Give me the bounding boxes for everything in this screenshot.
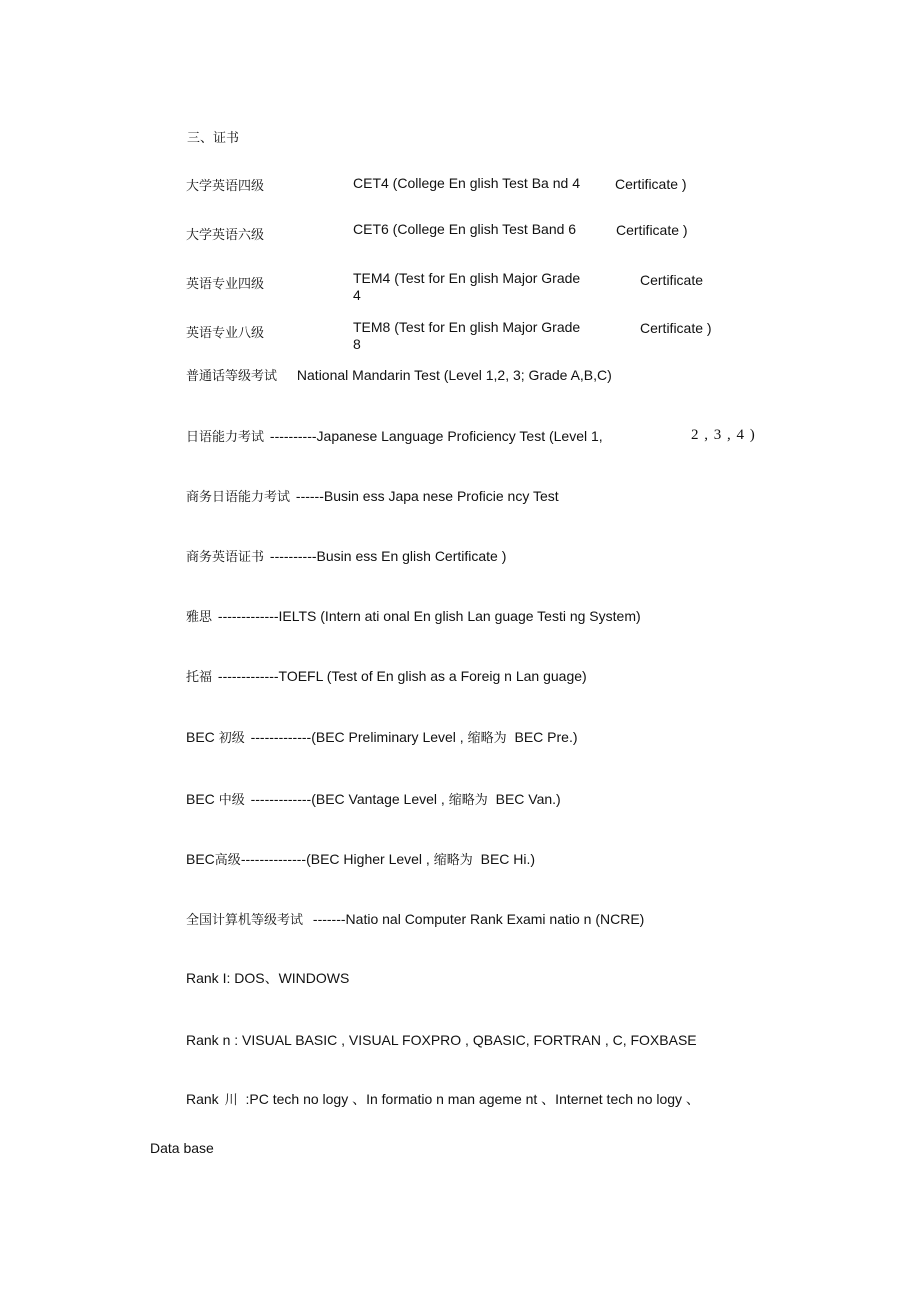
bec-cert-en: Busin ess En glish Certificate ): [316, 548, 507, 564]
mandarin-en: National Mandarin Test (Level 1,2, 3; Grade A,B,C): [296, 367, 612, 383]
row-3-cert: Certificate: [640, 272, 704, 288]
bec-hi-en-a: (BEC Higher Level ,: [306, 851, 430, 867]
row-4-en: TEM8 (Test for En glish Major Grade: [353, 319, 581, 335]
ielts-dashes: -------------: [217, 608, 279, 624]
bec-pre-cn: 初级: [218, 730, 245, 745]
bec-pre-line: [186, 729, 578, 746]
rank-1: Rank I: DOS、WINDOWS: [186, 970, 350, 986]
row-1-cert: Certificate ): [615, 176, 687, 192]
row-4-en-cont: 8: [353, 336, 361, 352]
bec-van-prefix: BEC: [186, 791, 215, 807]
jlpt-line: [186, 428, 603, 445]
ncre-cn: 全国计算机等级考试: [186, 912, 304, 927]
bec-cert-cn: 商务英语证书: [186, 549, 265, 564]
jlpt-cn: 日语能力考试: [186, 429, 265, 444]
rank-3-prefix: Rank: [186, 1091, 219, 1107]
row-3-en: TEM4 (Test for En glish Major Grade: [353, 270, 581, 286]
toefl-dashes: -------------: [217, 668, 279, 684]
ncre-en: Natio nal Computer Rank Exami natio n (NCRE): [345, 911, 645, 927]
bec-hi-en-b: BEC Hi.): [480, 851, 536, 867]
row-2-en: CET6 (College En glish Test Band 6: [353, 221, 577, 237]
toefl-line: [186, 668, 587, 685]
ielts-line: [186, 608, 641, 625]
jlpt-levels: 2 , 3 , 4 ): [691, 427, 756, 443]
rank-2: Rank n : VISUAL BASIC , VISUAL FOXPRO , QBASIC, FORTRAN , C, FOXBASE: [186, 1032, 697, 1048]
bec-cert-dashes: ----------: [269, 548, 317, 564]
jlpt-en: Japanese Language Proficiency Test (Level 1,: [316, 428, 603, 444]
bec-hi-prefix: BEC: [186, 851, 215, 867]
bec-hi-line: [186, 851, 535, 868]
bec-hi-cn: 高级: [214, 852, 241, 867]
row-2-cn: 大学英语六级: [186, 227, 265, 242]
row-3-en-cont: 4: [353, 287, 361, 303]
ncre-line: [186, 911, 644, 928]
bec-van-abbr: 缩略为: [448, 792, 488, 807]
bjt-cn: 商务日语能力考试: [186, 489, 291, 504]
row-1-cn: 大学英语四级: [186, 178, 265, 193]
toefl-cn: 托福: [186, 669, 213, 684]
rank-3-text: :PC tech no logy 、In formatio n man ageme nt 、Internet tech no logy 、: [245, 1091, 700, 1107]
rank-3: [186, 1091, 700, 1108]
bec-van-en-b: BEC Van.): [495, 791, 561, 807]
bjt-en: Busin ess Japa nese Proficie ncy Test: [323, 488, 559, 504]
bec-pre-prefix: BEC: [186, 729, 215, 745]
rank-3-continued: Data base: [150, 1140, 214, 1156]
bec-pre-en-a: (BEC Preliminary Level ,: [311, 729, 464, 745]
bec-van-cn: 中级: [218, 792, 245, 807]
toefl-en: TOEFL (Test of En glish as a Foreig n Lan guage): [278, 668, 587, 684]
mandarin-line: [186, 367, 612, 384]
row-1-en: CET4 (College En glish Test Ba nd 4: [353, 175, 580, 191]
bec-cert-line: [186, 548, 506, 565]
bec-pre-abbr: 缩略为: [467, 730, 507, 745]
bec-hi-abbr: 缩略为: [433, 852, 473, 867]
bec-pre-en-b: BEC Pre.): [514, 729, 578, 745]
section-title: 三、证书: [187, 130, 240, 145]
ielts-cn: 雅思: [186, 609, 213, 624]
bjt-line: [186, 488, 559, 505]
jlpt-dashes: ----------: [269, 428, 317, 444]
rank-3-numeral: 川: [224, 1092, 238, 1107]
bec-van-en-a: (BEC Vantage Level ,: [311, 791, 445, 807]
bjt-dashes: ------: [295, 488, 324, 504]
ncre-dashes: -------: [312, 911, 346, 927]
bec-pre-dashes: -------------: [250, 729, 312, 745]
row-4-cn: 英语专业八级: [186, 325, 265, 340]
ielts-en: IELTS (Intern ati onal En glish Lan guage Testi ng System): [278, 608, 641, 624]
mandarin-cn: 普通话等级考试: [186, 368, 278, 383]
row-3-cn: 英语专业四级: [186, 276, 265, 291]
bec-hi-dashes: --------------: [240, 851, 307, 867]
bec-van-line: [186, 791, 561, 808]
row-2-cert: Certificate ): [616, 222, 688, 238]
bec-van-dashes: -------------: [250, 791, 312, 807]
row-4-cert: Certificate ): [640, 320, 712, 336]
